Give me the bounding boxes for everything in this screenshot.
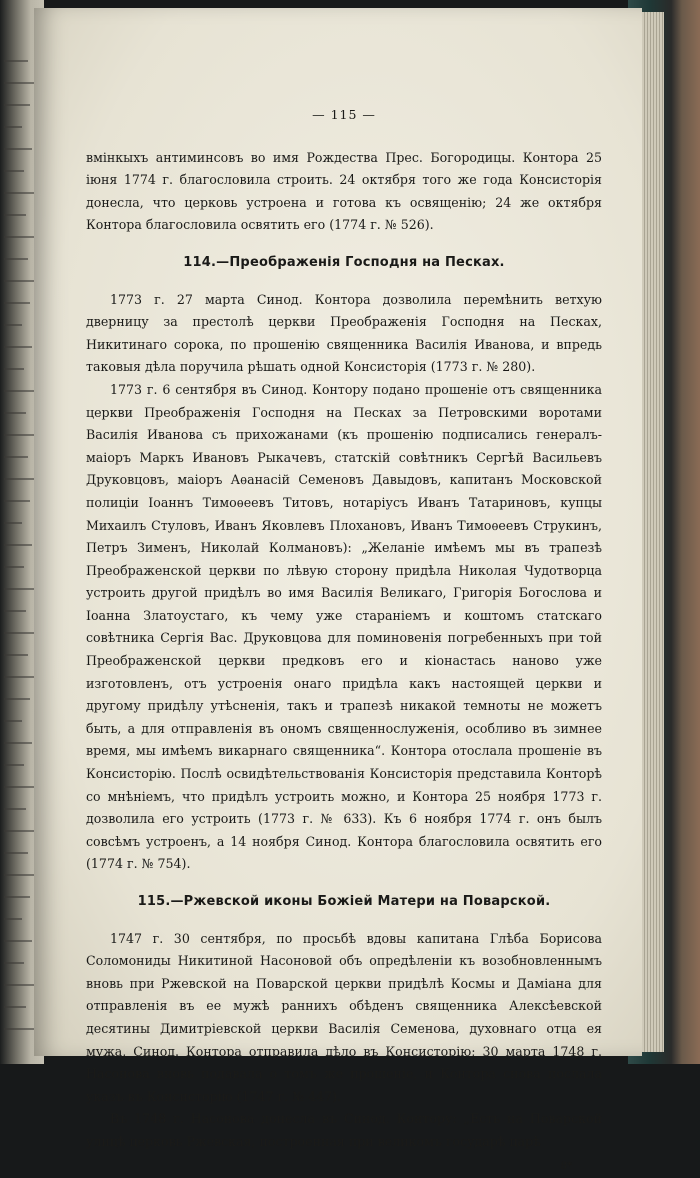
previous-page-text-line xyxy=(4,852,28,854)
paragraph-115-b: Въ 1748 г. Насонова донесла въ Синод. Контору: „Есть на Поварской улицѣ церковь Ржевская, построенная при великомъ государѣ царѣ xyxy=(86,1111,602,1149)
previous-page-text-line xyxy=(4,324,22,326)
previous-page-text-line xyxy=(4,390,34,392)
previous-page-text-line xyxy=(4,368,24,370)
previous-page-text-line xyxy=(4,126,22,128)
previous-page-text-line xyxy=(4,214,26,216)
paragraph-114-a: 1773 г. 27 марта Синод. Контора дозволила перемѣнить ветхую дверницу за престолѣ церкви Преображенія Господня на Песках, Никитинаго сорока, по прошенію священника Василія Иванова, и впредь таковыя дѣла поручила рѣшать одной Консисторія (1773 г. № 280). xyxy=(86,291,602,375)
previous-page-text-line xyxy=(4,280,38,282)
previous-page-text-line xyxy=(4,302,30,304)
previous-page-text-line xyxy=(4,984,34,986)
previous-page-text-line xyxy=(4,896,30,898)
previous-page-text-line xyxy=(4,962,24,964)
previous-page-text-line xyxy=(4,522,22,524)
book-page xyxy=(34,8,642,1172)
previous-page-text-line xyxy=(4,720,22,722)
previous-page-text-line xyxy=(4,764,24,766)
previous-page-text-line xyxy=(4,544,32,546)
previous-page-text-line xyxy=(4,82,38,84)
previous-page-text-line xyxy=(4,1006,26,1008)
paragraph-115-a: 1747 г. 30 сентября, по просьбѣ вдовы капитана Глѣба Борисова Соломониды Никитиной Насоновой объ опредѣленіи къ возобновленнымъ вновь при Ржевской на Поварской церкви придѣлѣ Космы и Даміана для отправленія въ ее мужѣ раннихъ обѣденъ священника Алексѣевской десятины Димитріевской церкви Василія Семенова, духовнаго отца ея мужа, Синод. Контора отправила дѣло въ Консисторію; 30 марта 1748 г. Насонова вновь подавала о томъ же прошеніе, и Контора снова послала указъ въ Консисторію (1747 г. № 447). xyxy=(86,930,602,1104)
previous-page-text-line xyxy=(4,632,36,634)
signature-mark: 8* xyxy=(560,1160,572,1172)
previous-page-text-line xyxy=(4,104,30,106)
previous-page-text-line xyxy=(4,258,28,260)
paragraph-114-b: 1773 г. 6 сентября въ Синод. Контору подано прошеніе отъ священника церкви Преображенія Господня на Песках за Петровскими воротами Василія Иванова съ прихожанами (къ прошенію подписались генералъ-маіоръ Маркъ Ивановъ Рыкачевъ, статскій совѣтникъ Сергѣй Васильевъ Друковцовъ, маіоръ Аѳанасій Семеновъ Давыдовъ, капитанъ Московской полиціи Іоаннъ Тимоѳеевъ Титовъ, нотаріусъ Иванъ Татариновъ, купцы Михаилъ Стуловъ, Иванъ Яковлевъ Плохановъ, Иванъ Тимоѳеевъ Струкинъ, Петръ Зименъ, Николай Колмановъ): „Желаніе имѣемъ мы въ трапезѣ Преображенской церкви по лѣвую сторону придѣла Николая Чудотворца устроить другой придѣлъ во имя Василія Великаго, Григорія Богослова и Іоанна Златоустаго, къ чему уже стараніемъ и коштомъ статскаго совѣтника Сергія Вас. Друковцова для поминовенія погребенныхъ при той Преображенской церкви предковъ его и кіонастась наново уже изготовленъ, отъ устроенія онаго придѣла какъ настоящей церкви и другому придѣлу утѣсненія, такъ и трапезѣ никакой темноты не можетъ быть, а для отправленія въ ономъ священнослуженія, особливо въ зимнее время, мы имѣемъ викарнаго священника“. Контора отослала прошеніе въ Консисторію. Послѣ освидѣтельствованія Консисторія представила Конторѣ со мнѣніемъ, что придѣлъ устроить можно, и Контора 25 ноября 1773 г. дозволила его устроить (1773 г. № 633). Къ 6 ноября 1774 г. онъ былъ совсѣмъ устроенъ, а 14 ноября Синод. Контора благословила освятить его (1774 г. № 754). xyxy=(86,381,602,872)
previous-page-text-line xyxy=(4,346,32,348)
previous-page-text-line xyxy=(4,808,26,810)
previous-page-text-line xyxy=(4,654,28,656)
previous-page-text-line xyxy=(4,698,30,700)
previous-page-text-line xyxy=(4,478,38,480)
previous-page-text-line xyxy=(4,1028,36,1030)
page-stack xyxy=(641,12,664,1052)
previous-page-text-line xyxy=(4,148,32,150)
previous-page-text-line xyxy=(4,588,34,590)
page-content xyxy=(86,104,602,1178)
section-heading-114: 114.—Преображенія Господня на Песках. xyxy=(183,254,505,270)
previous-page-text-line xyxy=(4,60,28,62)
previous-page-text-line xyxy=(4,874,38,876)
previous-page-text-line xyxy=(4,786,34,788)
previous-page-text-line xyxy=(4,412,26,414)
previous-page-text-line xyxy=(4,192,34,194)
previous-page-text-line xyxy=(4,830,36,832)
page-number: — 115 — xyxy=(312,107,376,122)
previous-page-text-line xyxy=(4,918,22,920)
paragraph-intro: вмінкыхъ антиминсовъ во имя Рождества Прес. Богородицы. Контора 25 іюня 1774 г. благословила строить. 24 октября того же года Консисторія донесла, что церковь устроена и готова къ освященію; 24 же октября Контора благословила освятить его (1774 г. № 526). xyxy=(86,149,602,233)
previous-page-text-line xyxy=(4,456,28,458)
previous-page-text-line xyxy=(4,676,38,678)
previous-page-text-line xyxy=(4,610,26,612)
previous-page-text-line xyxy=(4,434,36,436)
previous-page-text-line xyxy=(4,170,24,172)
previous-page-text-line xyxy=(4,940,32,942)
section-heading-115: 115.—Ржевской иконы Божіей Матери на Поварской. xyxy=(137,894,551,909)
previous-page-text-line xyxy=(4,500,30,502)
previous-page-text-line xyxy=(4,566,24,568)
previous-page-text-line xyxy=(4,236,36,238)
previous-page-text-line xyxy=(4,742,32,744)
